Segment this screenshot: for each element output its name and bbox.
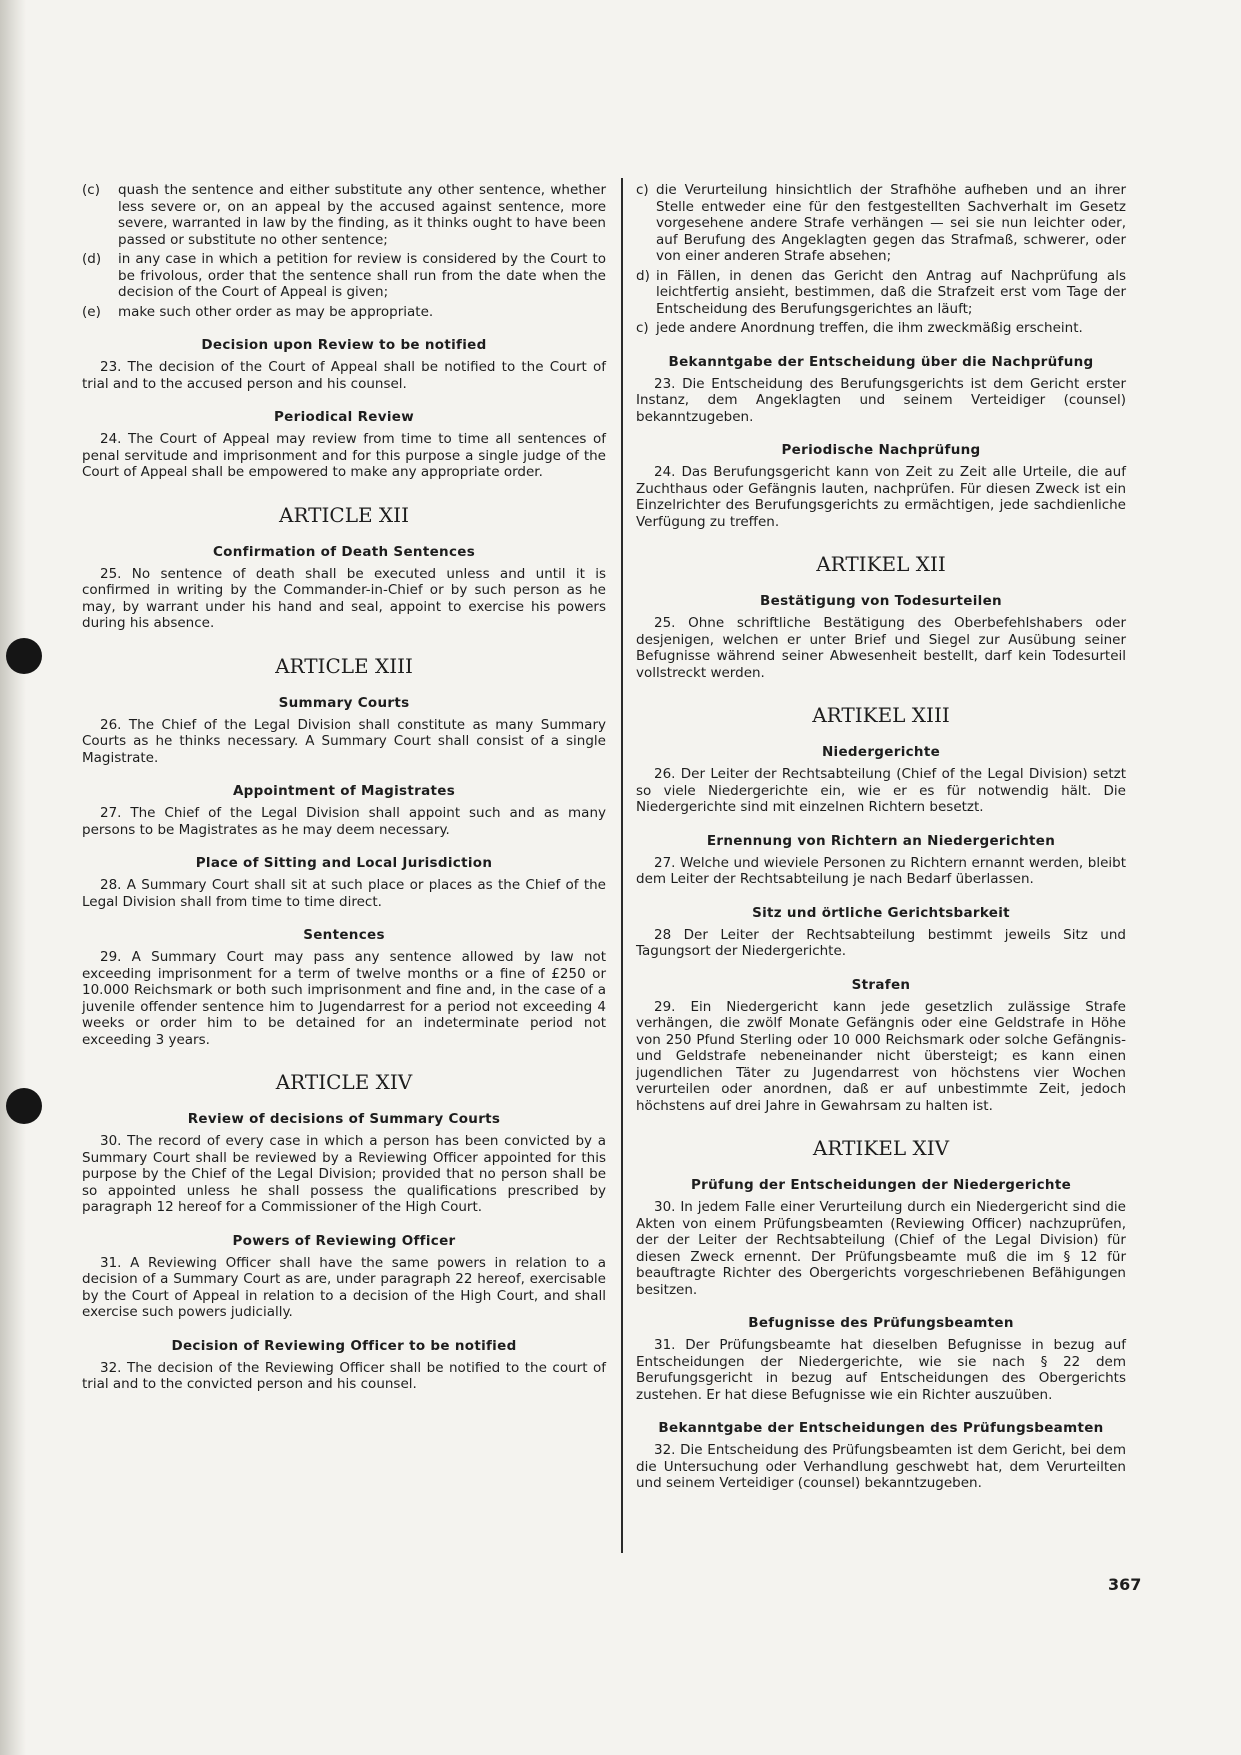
section-heading: Powers of Reviewing Officer xyxy=(232,1232,456,1249)
section-heading: Periodical Review xyxy=(273,409,415,425)
punch-hole xyxy=(6,638,42,674)
paragraph-25: 25. Ohne schriftliche Bestätigung des Oberbefehlshabers oder desjenigen, welchen er unter Brief und Siegel zur Ausübung seiner Befugnisse während seiner Abwesenheit bestellt, darf kein Todesurteil vollstreckt werden. xyxy=(636,615,1126,681)
section-heading: Review of decisions of Summary Courts xyxy=(187,1111,501,1127)
article-heading: ARTIKEL XIV xyxy=(812,1136,950,1160)
paragraph-28: 28 Der Leiter der Rechtsabteilung bestimmt jeweils Sitz und Tagungsort der Niedergerichte. xyxy=(636,926,1126,959)
section-heading: Decision of Reviewing Officer to be notified xyxy=(171,1337,517,1354)
section-heading: Befugnisse des Prüfungsbeamten xyxy=(748,1315,1014,1331)
paragraph-24: 24. Das Berufungsgericht kann von Zeit zu Zeit alle Urteile, die auf Zuchthaus oder Gefängnis lauten, nachprüfen. Für diesen Zweck ist ein Einzelrichter des Berufungsgerichts zu ermächtigen, jede sachdienliche Verfügung zu treffen. xyxy=(636,464,1126,530)
paragraph-28: 28. A Summary Court shall sit at such place or places as the Chief of the Legal Division shall from time to time direct. xyxy=(82,877,606,910)
section-heading: Periodische Nachprüfung xyxy=(781,442,981,458)
section-heading: Appointment of Magistrates xyxy=(232,783,456,799)
paragraph-30: 30. The record of every case in which a person has been convicted by a Summary Court shall be reviewed by a Reviewing Officer appointed for this purpose by the Chief of the Legal Division; provided that no person shall be so appointed unless he shall possess the qualifications prescribed by paragraph 12 hereof for a Commissioner of the High Court. xyxy=(82,1133,606,1215)
section-heading: Bekanntgabe der Entscheidung über die Nachprüfung xyxy=(668,353,1094,370)
paragraph-23: 23. The decision of the Court of Appeal shall be notified to the Court of trial and to the accused person and his counsel. xyxy=(82,359,606,392)
paragraph-30: 30. In jedem Falle einer Verurteilung durch ein Niedergericht sind die Akten von einem Prüfungsbeamten (Reviewing Officer) nachzuprüfen, der der Leiter der Rechtsabteilung (Chief of the Legal Division) für diesen Zweck ernennt. Der Prüfungsbeamte muß die im § 12 für beauftragte Richter des Obergerichts vorgeschriebenen Befähigungen besitzen. xyxy=(636,1199,1126,1298)
section-heading: Summary Courts xyxy=(278,694,410,711)
list-item: (e) make such other order as may be appropriate. xyxy=(82,303,434,320)
paragraph-29: 29. A Summary Court may pass any sentence allowed by law not exceeding imprisonment for a term of twelve months or a fine of £250 or 10.000 Reichsmark or both such imprisonment and fine and, in the case of a juvenile offender sentence him to Jugendarrest for a period not exceeding 4 weeks or order him to be detained for an indeterminate period not exceeding 3 years. xyxy=(82,949,606,1048)
paragraph-32: 32. Die Entscheidung des Prüfungsbeamten ist dem Gericht, bei dem die Untersuchung oder Verhandlung geschwebt hat, dem Verurteilten und seinem Verteidiger (counsel) bekanntzugeben. xyxy=(636,1442,1126,1491)
section-heading: Strafen xyxy=(851,976,911,993)
paragraph-32: 32. The decision of the Reviewing Officer shall be notified to the court of trial and to the convicted person and his counsel. xyxy=(82,1359,606,1392)
section-heading: Sentences xyxy=(303,927,385,943)
list-item: (c) quash the sentence and either substitute any other sentence, whether less severe or, on an appeal by the accused against sentence, more severe, warranted in law by the finding, as it thinks ought to have been passed or substitute no other sentence; xyxy=(82,182,606,248)
paragraph-27: 27. The Chief of the Legal Division shall appoint such and as many persons to be Magistrates as he may deem necessary. xyxy=(82,805,606,838)
section-heading: Sitz und örtliche Gerichtsbarkeit xyxy=(752,904,1010,921)
section-heading: Confirmation of Death Sentences xyxy=(212,543,476,560)
article-heading: ARTICLE XIII xyxy=(275,653,413,678)
article-heading: ARTIKEL XIII xyxy=(812,703,950,727)
paragraph-26: 26. The Chief of the Legal Division shall constitute as many Summary Courts as he thinks necessary. A Summary Court shall consist of a single Magistrate. xyxy=(82,716,606,766)
list-item: (d) in any case in which a petition for review is considered by the Court to be frivolous, order that the sentence shall run from the date when the decision of the Court of Appeal is given; xyxy=(82,251,606,300)
article-heading: ARTICLE XII xyxy=(279,502,409,527)
punch-hole xyxy=(6,1088,42,1124)
paragraph-26: 26. Der Leiter der Rechtsabteilung (Chief of the Legal Division) setzt so viele Niedergerichte ein, wie er es für notwendig hält. Die Niedergerichte sind mit einzelnen Richtern besetzt. xyxy=(636,766,1126,815)
section-heading: Place of Sitting and Local Jurisdiction xyxy=(195,855,493,871)
article-heading: ARTIKEL XII xyxy=(816,552,946,576)
list-item: c) jede andere Anordnung treffen, die ihm zweckmäßig erscheint. xyxy=(636,320,1083,336)
paragraph-31: 31. Der Prüfungsbeamte hat dieselben Befugnisse in bezug auf Entscheidungen der Niedergerichte, wie sie nach § 22 dem Berufungsgericht in bezug auf Entscheidungen des Obergerichts zustehen. Er hat diese Befugnisse wie ein Richter auszuüben. xyxy=(636,1337,1126,1403)
list-item: c) die Verurteilung hinsichtlich der Strafhöhe aufheben und an ihrer Stelle entweder eine für den festgestellten Sachverhalt im Gesetz vorgesehene andere Strafe verhängen — sei sie nun leichter oder, auf Berufung des Angeklagten gegen das Strafmaß, schwerer, oder von einer anderen Strafe absehen; xyxy=(636,182,1126,264)
german-column xyxy=(636,182,1126,1492)
paragraph-31: 31. A Reviewing Officer shall have the same powers in relation to a decision of a Summary Court as are, under paragraph 22 hereof, exercisable by the Court of Appeal in relation to a decision of the High Court, and shall exercise such powers judicially. xyxy=(82,1254,606,1320)
paragraph-24: 24. The Court of Appeal may review from time to time all sentences of penal servitude and imprisonment and for this purpose a single judge of the Court of Appeal shall be empowered to make any appropriate order. xyxy=(82,431,606,480)
section-heading: Bestätigung von Todesurteilen xyxy=(760,593,1002,609)
paragraph-25: 25. No sentence of death shall be executed unless and until it is confirmed in writing by the Commander-in-Chief or by such person as he may, by warrant under his hand and seal, appoint to exercise his powers during his absence. xyxy=(82,565,606,631)
page-number: 367 xyxy=(1108,1575,1142,1594)
paragraph-23: 23. Die Entscheidung des Berufungsgerichts ist dem Gericht erster Instanz, dem Angeklagten und seinem Verteidiger (counsel) bekanntzugeben. xyxy=(636,375,1126,425)
section-heading: Bekanntgabe der Entscheidungen des Prüfungsbeamten xyxy=(658,1420,1104,1436)
section-heading: Ernennung von Richtern an Niedergerichten xyxy=(706,832,1056,849)
english-column xyxy=(82,182,606,1393)
article-heading: ARTICLE XIV xyxy=(275,1070,413,1094)
scan-edge xyxy=(0,0,26,1755)
paragraph-27: 27. Welche und wieviele Personen zu Richtern ernannt werden, bleibt dem Leiter der Rechtsabteilung je nach Bedarf überlassen. xyxy=(636,854,1126,887)
list-item: d) in Fällen, in denen das Gericht den Antrag auf Nachprüfung als leichtfertig ansieht, bestimmen, daß die Strafzeit erst vom Tage der Entscheidung des Berufungsgerichtes an läuft; xyxy=(636,267,1126,317)
section-heading: Decision upon Review to be notified xyxy=(201,337,487,353)
section-heading: Prüfung der Entscheidungen der Niedergerichte xyxy=(690,1177,1072,1193)
paragraph-29: 29. Ein Niedergericht kann jede gesetzlich zulässige Strafe verhängen, die zwölf Monate Gefängnis oder eine Geldstrafe in Höhe von 250 Pfund Sterling oder 10 000 Reichsmark oder solche Gefängnis- und Geldstrafe nebeneinander nicht übersteigt; es kann einen jugendlichen Täter zu Jugendarrest von höchstens vier Wochen verurteilen oder anordnen, daß er auf unbestimmte Zeit, jedoch höchstens auf drei Jahre in Gewahrsam zu halten ist. xyxy=(636,998,1126,1114)
section-heading: Niedergerichte xyxy=(821,744,941,760)
column-divider xyxy=(621,178,623,1553)
